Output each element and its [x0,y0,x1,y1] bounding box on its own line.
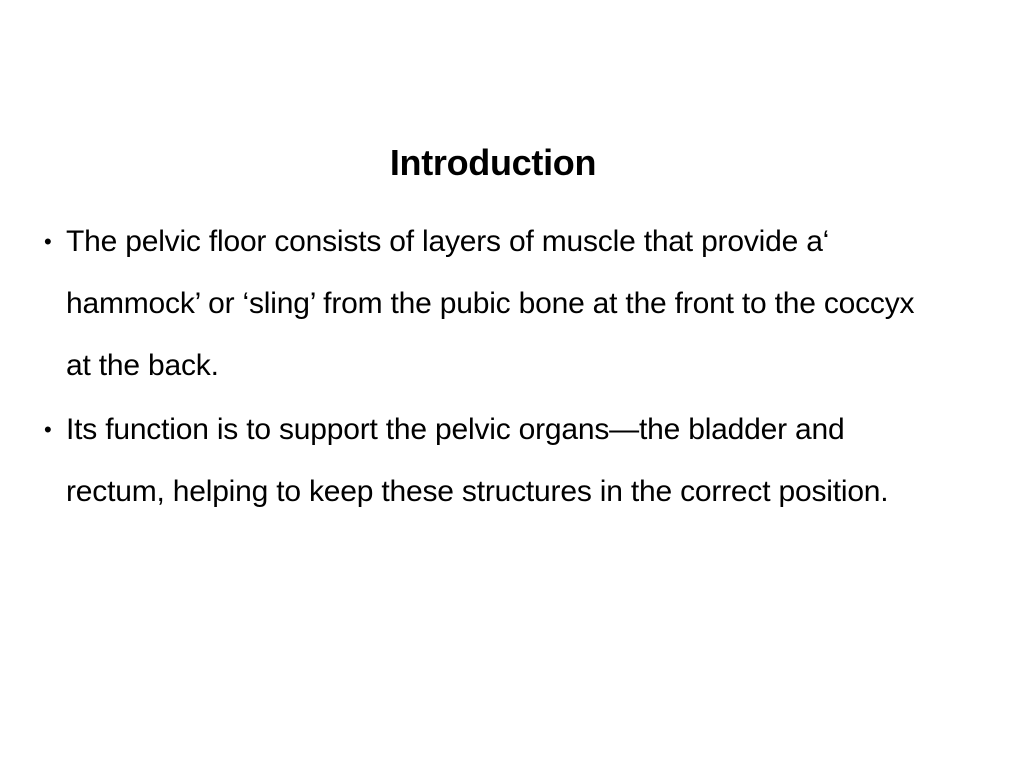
bullet-text: Its function is to support the pelvic organs—the bladder and rectum, helping to keep these structures in the correct position. [66,413,889,508]
bullet-item [44,211,944,397]
bullet-marker-icon: • [44,417,52,442]
bullet-text: The pelvic floor consists of layers of muscle that provide a‘ hammock’ or ‘sling’ from the pubic bone at the front to the coccyx at the back. [66,225,915,382]
bullet-list [44,211,944,525]
bullet-marker-icon: • [44,229,52,254]
slide-title: Introduction [389,142,597,183]
bullet-item [44,399,944,523]
